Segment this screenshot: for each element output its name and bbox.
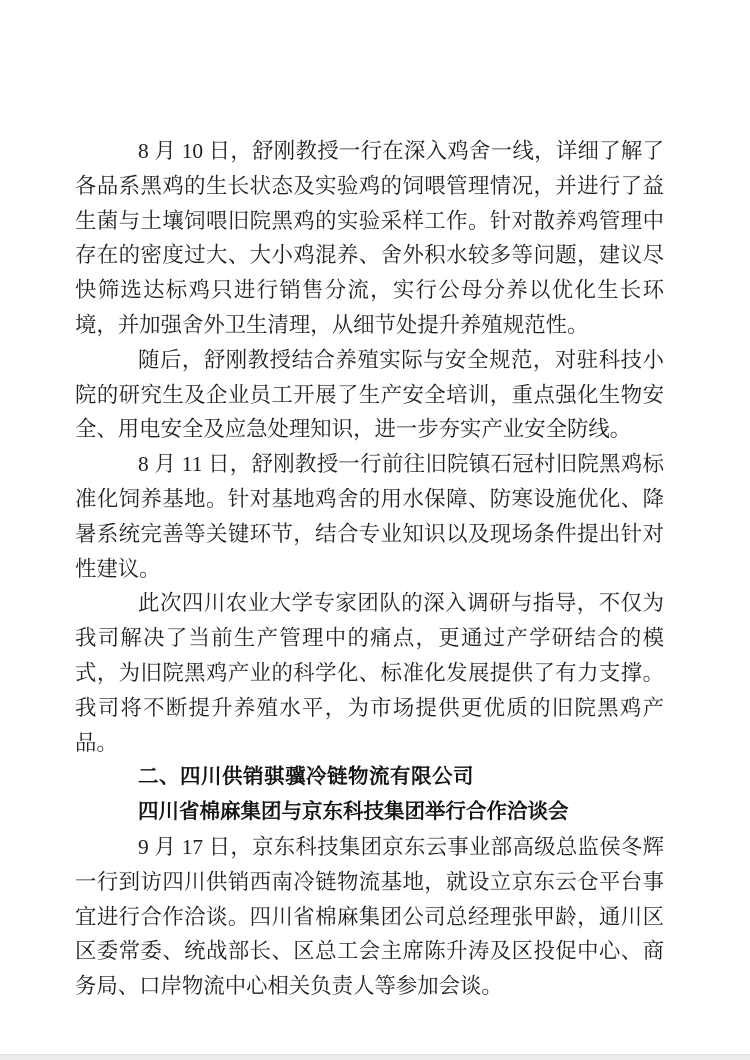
paragraph-jd-meeting-sep17: 9 月 17 日，京东科技集团京东云事业部高级总监侯冬辉一行到访四川供销西南冷链物流基地，就设立京东云仓平台事宜进行合作洽谈。四川省棉麻集团公司总经理张甲龄，通川区区委常委、统战部长、区总工会主席陈升涛及区投促中心、商务局、口岸物流中心相关负责人等参加会谈。 <box>75 834 664 999</box>
page-bottom-edge <box>0 1054 750 1060</box>
paragraph-summary: 此次四川农业大学专家团队的深入调研与指导，不仅为我司解决了当前生产管理中的痛点，更通过产学研结合的模式，为旧院黑鸡产业的科学化、标准化发展提供了有力支撑。我司将不断提升养殖水平，为市场提供更优质的旧院黑鸡产品。 <box>75 591 664 755</box>
paragraph-safety-training: 随后，舒刚教授结合养殖实际与安全规范，对驻科技小院的研究生及企业员工开展了生产安全培训，重点强化生物安全、用电安全及应急处理知识，进一步夯实产业安全防线。 <box>75 347 664 442</box>
subsection-heading-meeting: 四川省棉麻集团与京东科技集团举行合作洽谈会 <box>138 801 569 824</box>
paragraph-expert-visit-aug10: 8 月 10 日，舒刚教授一行在深入鸡舍一线，详细了解了各品系黑鸡的生长状态及实验鸡的饲喂管理情况，并进行了益生菌与土壤饲喂旧院黑鸡的实验采样工作。针对散养鸡管理中存在的密度过大、大小鸡混养、舍外积水较多等问题，建议尽快筛选达标鸡只进行销售分流，实行公母分养以优化生长环境，并加强舍外卫生清理，从细节处提升养殖规范性。 <box>75 139 664 337</box>
document-content <box>75 134 664 1004</box>
section-heading-company: 二、四川供销骐骥冷链物流有限公司 <box>138 765 474 789</box>
paragraph-base-visit-aug11: 8 月 11 日，舒刚教授一行前往旧院镇石冠村旧院黑鸡标准化饲养基地。针对基地鸡舍的用水保障、防寒设施优化、降暑系统完善等关键环节，结合专业知识以及现场条件提出针对性建议。 <box>75 452 664 581</box>
